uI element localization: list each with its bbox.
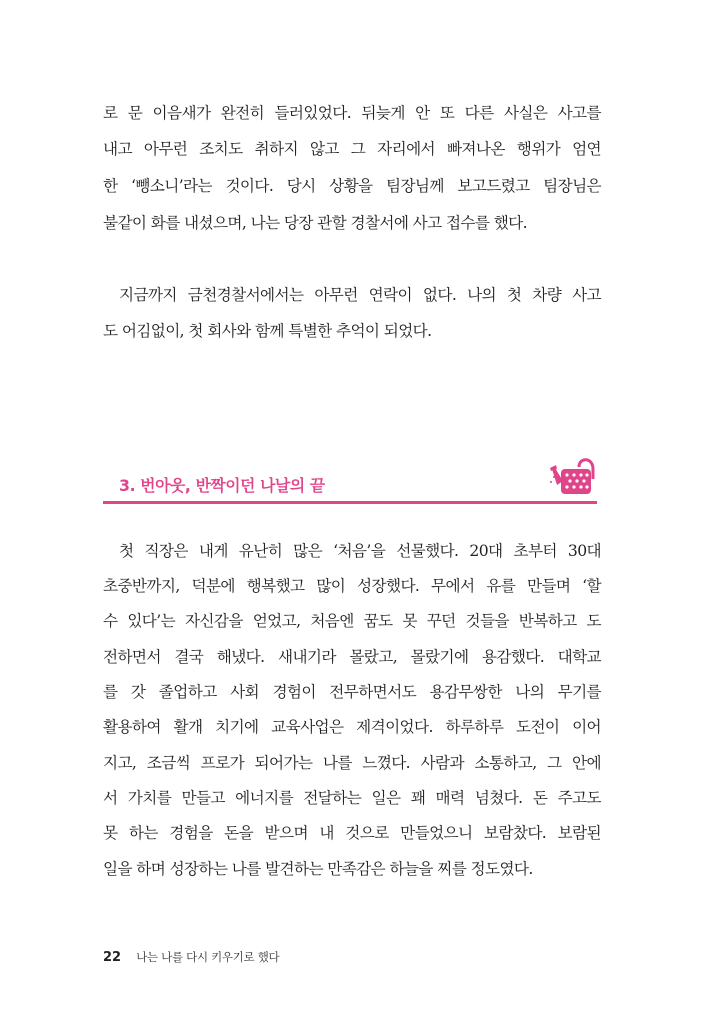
- watering-can-icon: [549, 455, 597, 497]
- paragraph-line: 로 문 이음새가 완전히 들러있었다. 뒤늦게 안 또 다른 사실은 사고를: [103, 104, 601, 122]
- section-heading: [103, 455, 597, 505]
- paragraph-line: 전하면서 결국 해냈다. 새내기라 몰랐고, 몰랐기에 용감했다. 대학교: [103, 648, 601, 666]
- page-number: 22: [103, 950, 122, 965]
- paragraph-line: 를 갓 졸업하고 사회 경험이 전무하면서도 용감무쌍한 나의 무기를: [103, 683, 601, 701]
- paragraph-line: 한 ‘뺑소니’라는 것이다. 당시 상황을 팀장님께 보고드렸고 팀장님은: [103, 177, 601, 195]
- paragraph-line: 활용하여 활개 치기에 교육사업은 제격이었다. 하루하루 도전이 이어: [103, 718, 601, 736]
- paragraph-line: 일을 하며 성장하는 나를 발견하는 만족감은 하늘을 찌를 정도였다.: [103, 860, 533, 878]
- paragraph-line: 첫 직장은 내게 유난히 많은 ‘처음’을 선물했다. 20대 초부터 30대: [119, 542, 601, 560]
- paragraph-line: 불같이 화를 내셨으며, 나는 당장 관할 경찰서에 사고 접수를 했다.: [103, 214, 527, 232]
- paragraph-line: 초중반까지, 덕분에 행복했고 많이 성장했다. 무에서 유를 만들며 ‘할: [103, 577, 601, 595]
- paragraph-line: 지고, 조금씩 프로가 되어가는 나를 느꼈다. 사람과 소통하고, 그 안에: [103, 754, 601, 772]
- paragraph-line: 도 어김없이, 첫 회사와 함께 특별한 추억이 되었다.: [103, 322, 432, 340]
- paragraph-line: 서 가치를 만들고 에너지를 전달하는 일은 꽤 매력 넘쳤다. 돈 주고도: [103, 789, 601, 807]
- running-title: 나는 나를 다시 키우기로 했다: [136, 950, 280, 964]
- section-title: 3. 번아웃, 반짝이던 나날의 끝: [119, 476, 325, 495]
- paragraph-line: 지금까지 금천경찰서에서는 아무런 연락이 없다. 나의 첫 차량 사고: [119, 286, 601, 304]
- section-divider: [103, 501, 597, 504]
- paragraph-line: 내고 아무런 조치도 취하지 않고 그 자리에서 빠져나온 행위가 엄연: [103, 140, 601, 158]
- paragraph-line: 수 있다’는 자신감을 얻었고, 처음엔 꿈도 못 꾸던 것들을 반복하고 도: [103, 612, 601, 630]
- paragraph-line: 못 하는 경험을 돈을 받으며 내 것으로 만들었으니 보람찼다. 보람된: [103, 824, 601, 842]
- page-footer: [103, 946, 279, 966]
